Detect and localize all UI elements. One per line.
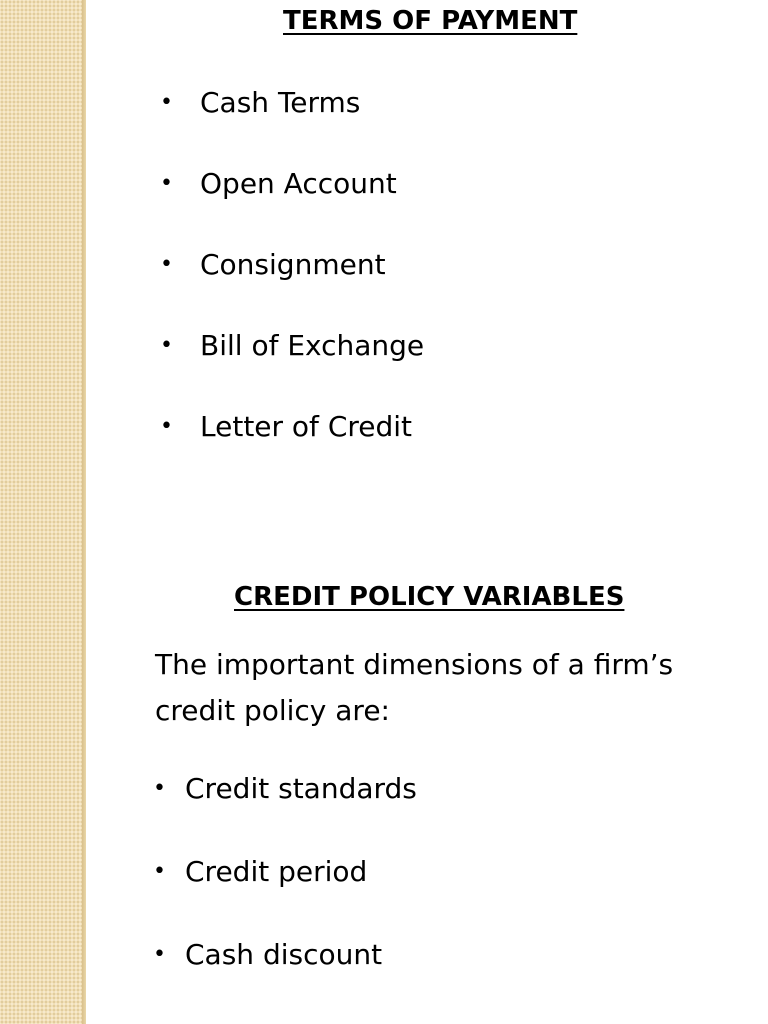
bullet-icon: • xyxy=(160,171,173,196)
list-item-label: Credit standards xyxy=(185,772,417,805)
list-item-label: Letter of Credit xyxy=(200,410,413,443)
bullet-icon: • xyxy=(153,942,166,967)
bullet-icon: • xyxy=(153,776,166,801)
side-band-edge xyxy=(82,0,86,1024)
list-item-label: Credit period xyxy=(185,855,368,888)
intro-paragraph: The important dimensions of a firm’s credit policy are: xyxy=(155,648,674,727)
bullet-icon: • xyxy=(153,859,166,884)
list-item-label: Open Account xyxy=(200,167,397,200)
list-item-label: Cash discount xyxy=(185,938,383,971)
bullet-icon: • xyxy=(160,414,173,439)
decorative-side-band xyxy=(0,0,82,1024)
list-item-label: Consignment xyxy=(200,248,386,281)
list-item-label: Bill of Exchange xyxy=(200,329,425,362)
bullet-icon: • xyxy=(160,90,173,115)
bullet-icon: • xyxy=(160,252,173,277)
section-title-credit-policy-variables: CREDIT POLICY VARIABLES xyxy=(234,582,625,612)
list-item-label: Cash Terms xyxy=(200,86,361,119)
bullet-icon: • xyxy=(160,333,173,358)
section-title-terms-of-payment: TERMS OF PAYMENT xyxy=(283,6,578,36)
